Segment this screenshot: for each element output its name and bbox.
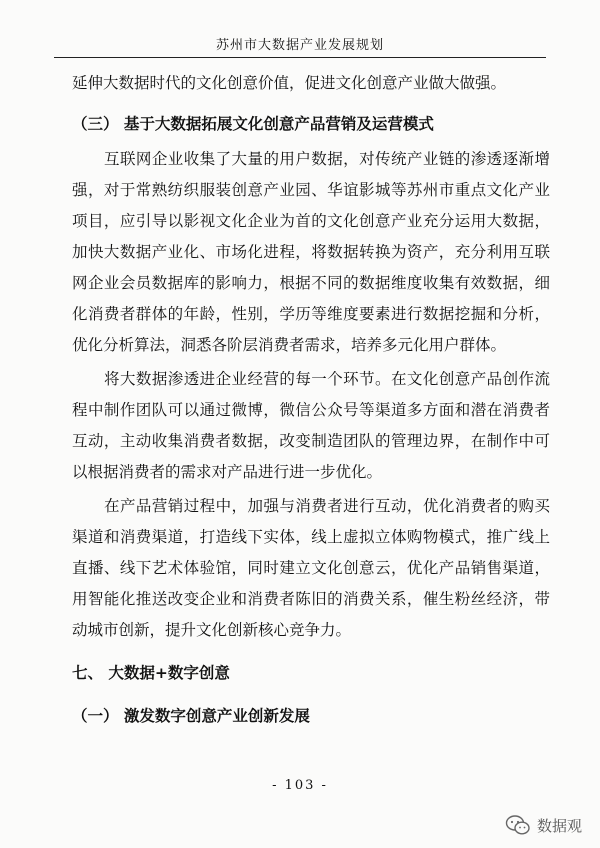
section-heading-3: （三） 基于大数据拓展文化创意产品营销及运营模式	[72, 115, 434, 133]
page-number: - 103 -	[272, 778, 328, 793]
watermark	[505, 814, 582, 836]
wechat-icon	[505, 814, 531, 836]
subsection-heading-1: （一） 激发数字创意产业创新发展	[72, 707, 310, 725]
document-body	[72, 68, 550, 732]
paragraph-3: 在产品营销过程中，加强与消费者进行互动，优化消费者的购买渠道和消费渠道，打造线下实体，线上虚拟立体购物模式，推广线上直播、线下艺术体验馆，同时建立文化创意云，优化产品销售渠道，用智能化推送改变企业和消费者陈旧的消费关系，催生粉丝经济，带动城市创新，提升文化创新核心竞争力。	[72, 497, 550, 639]
chapter-heading-7: 七、 大数据+数字创意	[72, 664, 230, 682]
paragraph-1: 互联网企业收集了大量的用户数据，对传统产业链的渗透逐渐增强，对于常熟纺织服装创意产业园、华谊影城等苏州市重点文化产业项目，应引导以影视文化企业为首的文化创意产业充分运用大数据，加快大数据产业化、市场化进程，将数据转换为资产，充分利用互联网企业会员数据库的影响力，根据不同的数据维度收集有效数据，细化消费者群体的年龄，性别，学历等维度要素进行数据挖掘和分析，优化分析算法，洞悉各阶层消费者需求，培养多元化用户群体。	[72, 150, 550, 354]
paragraph-2: 将大数据渗透进企业经营的每一个环节。在文化创意产品创作流程中制作团队可以通过微博，微信公众号等渠道多方面和潜在消费者互动，主动收集消费者数据，改变制造团队的管理边界，在制作中可以根据消费者的需求对产品进行进一步优化。	[72, 370, 550, 481]
paragraph-continuation: 延伸大数据时代的文化创意价值，促进文化创意产业做大做强。	[72, 74, 507, 92]
watermark-text: 数据观	[536, 816, 582, 835]
page-header: 苏州市大数据产业发展规划	[54, 34, 546, 58]
